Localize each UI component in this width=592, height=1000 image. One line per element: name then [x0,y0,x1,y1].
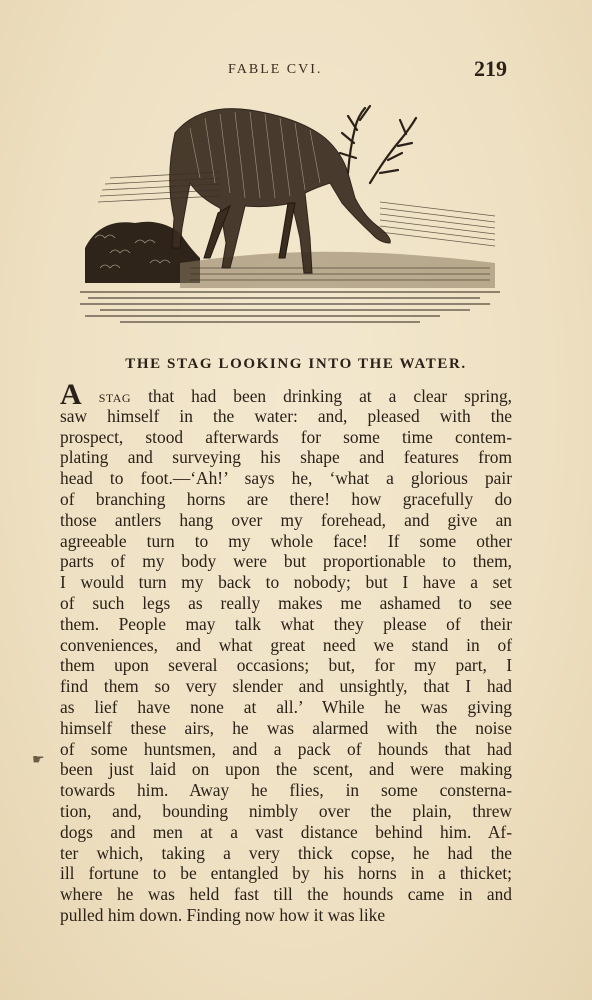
text-line: towards him. Away he flies, in some consterna- [60,780,512,801]
text-line: ill fortune to be entangled by his horns in a thicket; [60,863,512,884]
first-line-rest: that had been drinking at a clear spring, [131,386,512,406]
stag-woodcut-illustration [80,98,500,333]
text-line-first [60,378,512,411]
text-line: as lief have none at all.’ While he was giving [60,696,512,717]
text-line: himself these airs, he was alarmed with the noise [60,717,512,738]
stag [170,109,391,273]
fable-caption: THE STAG LOOKING INTO THE WATER. [125,356,467,372]
fable-text [60,378,512,926]
text-line: ter which, taking a very thick copse, he had the [60,842,512,863]
text-line: prospect, stood afterwards for some time contem- [60,426,512,447]
text-line: agreeable turn to my whole face! If some other [60,530,512,551]
stag-antlers [340,106,416,183]
text-line: conveniences, and what great need we stand in of [60,634,512,655]
text-line: those antlers hang over my forehead, and give an [60,509,512,530]
text-line: saw himself in the water: and, pleased with the [60,405,512,426]
text-line: parts of my body were but proportionable to them, [60,551,512,572]
text-line: I would turn my back to nobody; but I have a set [60,572,512,593]
text-line: where he was held fast till the hounds came in and [60,884,512,905]
text-line: them. People may talk what they please of their [60,613,512,634]
text-line: head to foot.—‘Ah!’ says he, ‘what a glorious pair [60,468,512,489]
water-lines [80,292,500,322]
page-number: 219 [474,56,507,81]
text-line-last: pulled him down. Finding now how it was like [60,904,386,925]
text-line: tion, and, bounding nimbly over the plain, threw [60,800,512,821]
text-line: of such legs as really makes me ashamed to see [60,592,512,613]
drop-cap: A [60,378,82,411]
text-line: plating and surveying his shape and features from [60,447,512,468]
text-line: them upon several occasions; but, for my part, I [60,655,512,676]
running-title: FABLE CVI. [228,62,323,77]
text-line: of some huntsmen, and a pack of hounds that had [60,738,512,759]
first-word: stag [98,386,132,406]
text-line: of branching horns are there! how gracefully do [60,488,512,509]
text-line: dogs and men at a vast distance behind him. Af- [60,821,512,842]
text-line: find them so very slender and unsightly, that I had [60,676,512,697]
text-line: been just laid on upon the scent, and were making [60,759,512,780]
margin-pointer-icon: ☛ [32,752,45,768]
running-head [0,58,592,82]
